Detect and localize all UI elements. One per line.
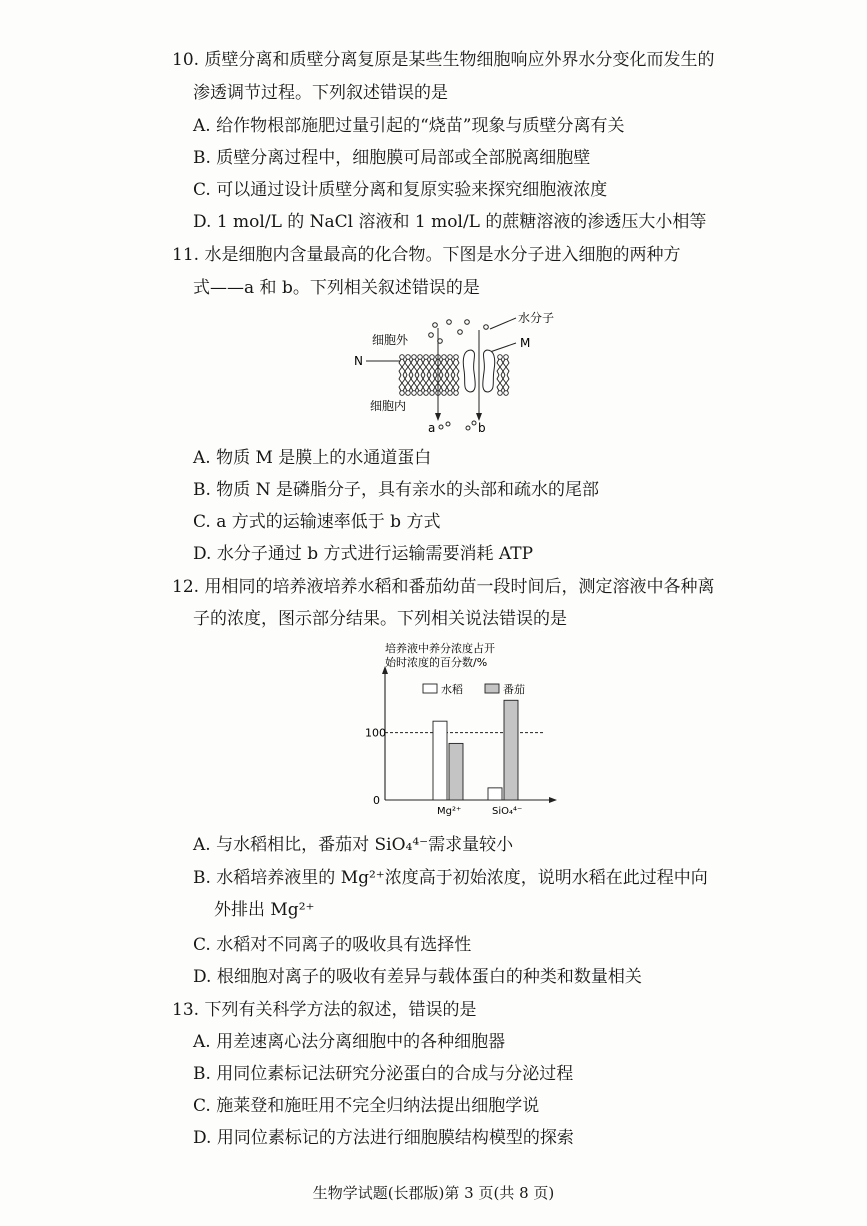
q10-option-d: D. 1 mol/L 的 NaCl 溶液和 1 mol/L 的蔗糖溶液的渗透压大小相等 (193, 212, 707, 232)
q13-option-d: D. 用同位素标记的方法进行细胞膜结构模型的探索 (193, 1128, 574, 1148)
chart-legend-swatch-1 (485, 684, 499, 693)
q10-stem-line1: 10. 质壁分离和质壁分离复原是某些生物细胞响应外界水分变化而发生的 (172, 50, 715, 70)
m-label: M (520, 336, 531, 350)
chart-legend-label-1: 番茄 (503, 683, 525, 696)
q13-option-c: C. 施莱登和施旺用不完全归纳法提出细胞学说 (193, 1096, 540, 1116)
chart-ylabel-line2: 始时浓度的百分数/% (385, 656, 488, 669)
chart-bar-1-0 (488, 788, 502, 800)
q11-option-c: C. a 方式的运输速率低于 b 方式 (193, 512, 441, 532)
chart-xtick-1: SiO₄⁴⁻ (492, 806, 523, 817)
chart-bar-0-0 (433, 721, 447, 800)
page-footer: 生物学试题(长郡版)第 3 页(共 8 页) (312, 1184, 555, 1202)
q12-option-c: C. 水稻对不同离子的吸收具有选择性 (193, 935, 472, 955)
q12-stem-line1: 12. 用相同的培养液培养水稻和番茄幼苗一段时间后，测定溶液中各种离 (172, 577, 715, 597)
q11-option-b: B. 物质 N 是磷脂分子，具有亲水的头部和疏水的尾部 (193, 480, 599, 500)
chart-xtick-0: Mg²⁺ (437, 806, 462, 817)
chart-ytick-0: 0 (373, 794, 380, 807)
path-b-label: b (478, 421, 486, 435)
q11-option-a: A. 物质 M 是膜上的水通道蛋白 (193, 448, 432, 468)
phospholipid-bilayer-left (399, 355, 459, 396)
water-molecule-label: 水分子 (518, 311, 555, 325)
q11-stem-line2: 式——a 和 b。下列相关叙述错误的是 (193, 278, 480, 298)
n-label: N (354, 354, 363, 368)
q13-option-a: A. 用差速离心法分离细胞中的各种细胞器 (193, 1032, 506, 1052)
q10-option-c: C. 可以通过设计质壁分离和复原实验来探究细胞液浓度 (193, 180, 608, 200)
q10-option-b: B. 质壁分离过程中，细胞膜可局部或全部脱离细胞壁 (193, 148, 591, 168)
chart-ylabel-line1: 培养液中养分浓度占开 (385, 642, 495, 655)
chart-bar-1-1 (504, 700, 518, 800)
cell-inside-label: 细胞内 (370, 399, 407, 413)
q13-stem: 13. 下列有关科学方法的叙述，错误的是 (172, 1000, 477, 1020)
chart-legend-swatch-0 (423, 684, 437, 693)
chart-bar-0-1 (449, 743, 463, 800)
cell-outside-label: 细胞外 (372, 333, 409, 347)
q12-option-b-line2: 外排出 Mg²⁺ (214, 900, 315, 920)
path-a-label: a (428, 421, 436, 435)
phospholipid-bilayer-right (497, 355, 509, 396)
q10-option-a: A. 给作物根部施肥过量引起的“烧苗”现象与质壁分离有关 (193, 116, 625, 136)
water-channel-protein (463, 350, 475, 392)
q13-option-b: B. 用同位素标记法研究分泌蛋白的合成与分泌过程 (193, 1064, 574, 1084)
q11-stem-line1: 11. 水是细胞内含量最高的化合物。下图是水分子进入细胞的两种方 (172, 245, 681, 265)
chart-legend-label-0: 水稻 (441, 683, 463, 696)
ion-concentration-chart (355, 638, 565, 828)
q10-stem-line2: 渗透调节过程。下列叙述错误的是 (193, 83, 448, 103)
membrane-diagram (340, 300, 580, 442)
q11-option-d: D. 水分子通过 b 方式进行运输需要消耗 ATP (193, 544, 534, 564)
chart-x-axis-arrow (549, 797, 557, 803)
q12-option-d: D. 根细胞对离子的吸收有差异与载体蛋白的种类和数量相关 (193, 967, 642, 987)
q12-option-b-line1: B. 水稻培养液里的 Mg²⁺浓度高于初始浓度，说明水稻在此过程中向 (193, 868, 708, 888)
q12-stem-line2: 子的浓度，图示部分结果。下列相关说法错误的是 (193, 609, 567, 629)
chart-ytick-100: 100 (365, 726, 386, 740)
q12-option-a: A. 与水稻相比，番茄对 SiO₄⁴⁻需求量较小 (193, 835, 514, 855)
